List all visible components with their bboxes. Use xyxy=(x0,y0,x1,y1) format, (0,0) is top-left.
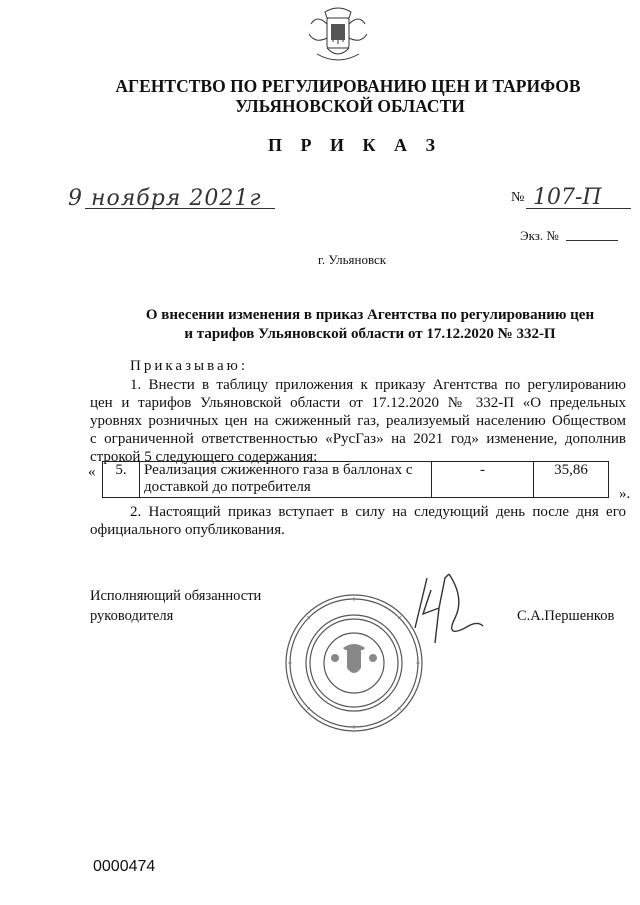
copy-number-label: Экз. № xyxy=(520,228,559,243)
signatory-position-line2: руководителя xyxy=(90,608,174,624)
paragraph-2 xyxy=(90,503,626,539)
quote-open: « xyxy=(88,464,96,480)
agency-name-line2: УЛЬЯНОВСКОЙ ОБЛАСТИ xyxy=(235,96,465,116)
subject-line2: и тарифов Ульяновской области от 17.12.2020 № 332-П xyxy=(184,326,556,342)
row-name-cell: Реализация сжиженного газа в баллонах с доставкой до потребителя xyxy=(140,462,432,498)
row-number-cell: 5. xyxy=(103,462,140,498)
table-row xyxy=(103,462,609,498)
handwritten-number: 107-П xyxy=(533,185,602,210)
signatory-position-line1: Исполняющий обязанности xyxy=(90,588,262,604)
insert-table xyxy=(102,461,609,498)
paragraph-2-line: официального опубликования. xyxy=(90,522,285,538)
paragraph-1-line: 1. Внести в таблицу приложения к приказу Агентства по регулированию xyxy=(130,377,626,393)
paragraph-1-line: строкой 5 следующего содержания: xyxy=(90,449,318,465)
number-underline xyxy=(526,208,631,209)
signatory-name: С.А.Першенков xyxy=(517,608,615,624)
row-col3-cell: - xyxy=(432,462,534,498)
paragraph-1-line: уровнях розничных цен на сжиженный газ, реализуемый населению Обществом xyxy=(90,413,626,429)
subject-line1: О внесении изменения в приказ Агентства по регулированию цен xyxy=(145,307,595,323)
number-label: № xyxy=(511,190,525,205)
paragraph-1-line: цен и тарифов Ульяновской области от 17.12.2020 № 332-П «О предельных xyxy=(90,395,626,411)
row-value-cell: 35,86 xyxy=(534,462,609,498)
paragraph-1-line: с ограниченной ответственностью «РусГаз» на 2021 год» изменение, дополнив xyxy=(90,431,626,447)
copy-number-underline xyxy=(566,240,618,241)
document-serial-number: 0000474 xyxy=(93,858,156,875)
signatory-position xyxy=(90,586,261,626)
handwritten-date: 9 ноября 2021г xyxy=(68,186,262,211)
city: г. Ульяновск xyxy=(318,252,387,267)
date-underline xyxy=(85,208,275,209)
document-type-heading: П Р И К А З xyxy=(267,135,443,155)
handwritten-signature-icon xyxy=(405,568,485,663)
agency-name-line1: АГЕНТСТВО ПО РЕГУЛИРОВАНИЮ ЦЕН И ТАРИФОВ xyxy=(115,76,581,96)
paragraph-1 xyxy=(90,376,626,466)
paragraph-2-line: 2. Настоящий приказ вступает в силу на следующий день после дня его xyxy=(130,504,626,520)
quote-close: ». xyxy=(619,486,631,502)
coat-of-arms-icon xyxy=(303,4,373,66)
order-word: Приказываю: xyxy=(130,358,248,374)
official-seal-icon xyxy=(283,592,425,734)
